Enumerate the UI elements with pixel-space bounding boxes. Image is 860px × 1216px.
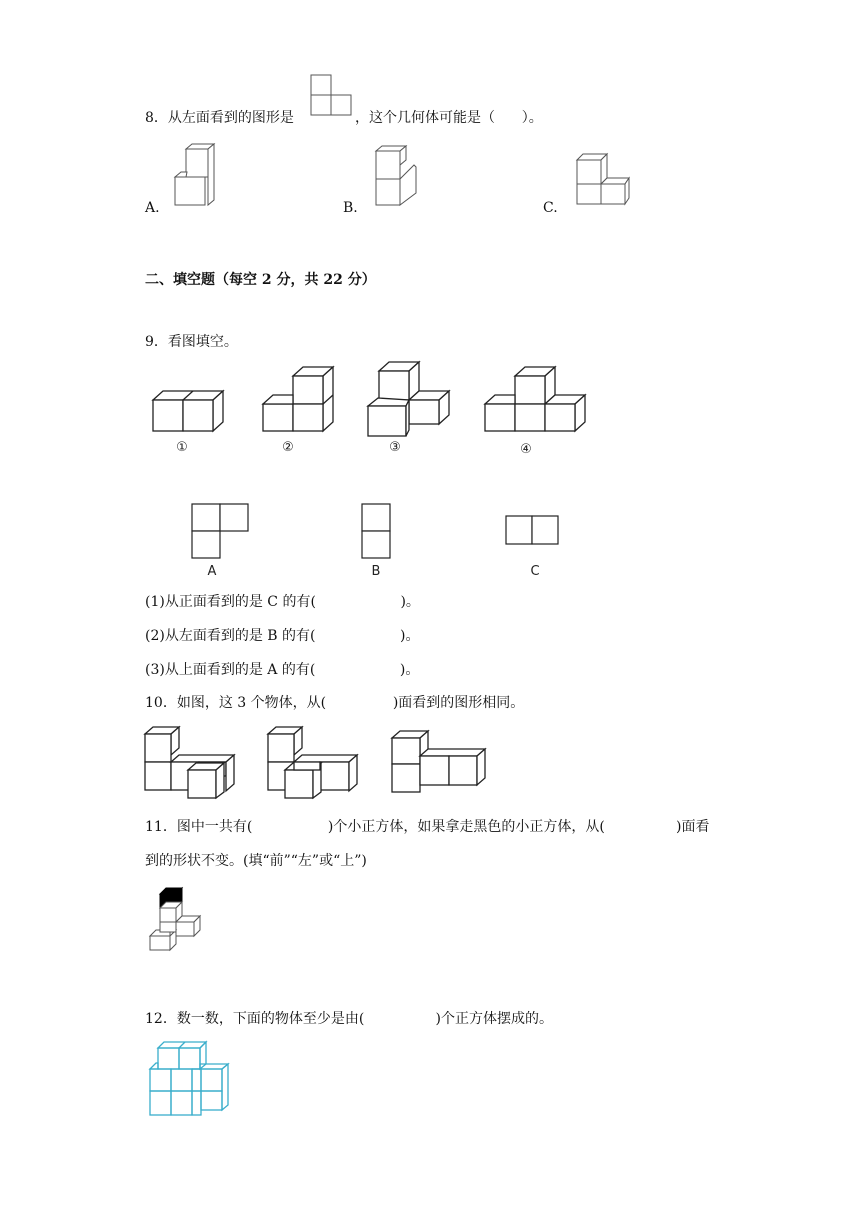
q11-line2: 到的形状不变。(填“前”“左”或“上”): [145, 853, 367, 869]
q9-shape-label-4: ④: [520, 442, 532, 457]
q9-view-label-b: B: [371, 564, 381, 579]
q11-line1: 11．图中一共有( )个小正方体，如果拿走黑色的小正方体，从( )面看: [145, 819, 710, 835]
q10-text: 10．如图，这 3 个物体，从( )面看到的图形相同。: [145, 695, 525, 711]
q9-view-label-c: C: [530, 564, 540, 579]
q8-left-view-figure: [309, 73, 355, 119]
section2-heading: 二、填空题（每空 2 分，共 22 分）: [145, 272, 376, 288]
q9-sub1: (1)从正面看到的是 C 的有( )。: [145, 594, 420, 610]
q8-text-after: ，这个几何体可能是（ ）。: [355, 110, 543, 126]
q9-view-label-a: A: [207, 564, 217, 579]
q9-shape-3: [364, 358, 454, 440]
q10-object-3: [389, 728, 489, 796]
q9-title: 9．看图填空。: [145, 334, 238, 350]
q9-shape-label-1: ①: [176, 440, 188, 455]
q9-view-b: [360, 502, 394, 560]
q9-shape-4: [482, 364, 590, 434]
q10-object-2: [265, 724, 361, 802]
q8-option-a-label[interactable]: A.: [145, 200, 160, 216]
q9-shape-label-3: ③: [389, 440, 401, 455]
q12-figure: [146, 1038, 232, 1120]
q8-option-c-figure: [574, 152, 634, 208]
q10-object-1: [142, 724, 238, 802]
q9-shape-2: [260, 364, 338, 434]
q11-figure: [146, 884, 206, 956]
q8-option-c-label[interactable]: C.: [543, 200, 558, 216]
q9-view-a: [190, 502, 252, 560]
q8-option-b-figure: [372, 145, 422, 209]
q8-option-b-label[interactable]: B.: [343, 200, 358, 216]
q9-view-c: [504, 514, 562, 546]
q9-sub3: (3)从上面看到的是 A 的有( )。: [145, 662, 420, 678]
q9-shape-1: [150, 388, 228, 434]
q9-sub2: (2)从左面看到的是 B 的有( )。: [145, 628, 420, 644]
q12-text: 12．数一数，下面的物体至少是由( )个正方体摆成的。: [145, 1011, 553, 1027]
q9-shape-label-2: ②: [282, 440, 294, 455]
q8-text-before: 8．从左面看到的图形是: [145, 110, 294, 126]
q8-option-a-figure: [172, 143, 222, 209]
